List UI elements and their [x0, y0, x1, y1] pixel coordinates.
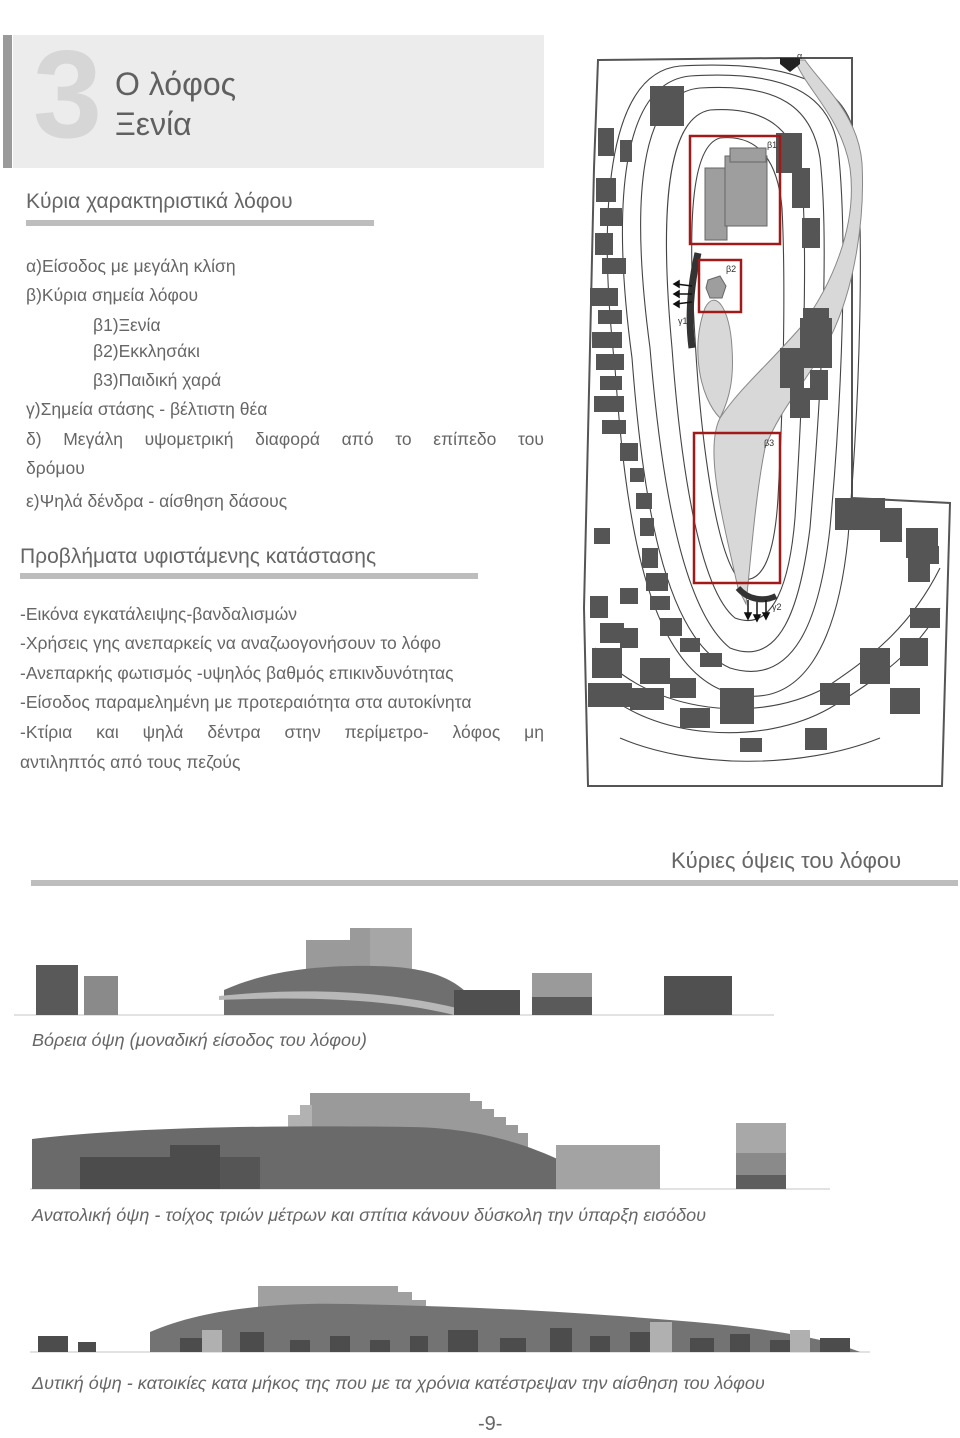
- problem-item-continued: αντιληπτός από τους πεζούς: [20, 752, 241, 772]
- site-plan-map: [580, 48, 955, 790]
- label-b2: β2: [726, 264, 737, 274]
- north-elevation-caption: Βόρεια όψη (μοναδική είσοδος του λόφου): [32, 1030, 367, 1050]
- problem-item: -Εικόνα εγκατάλειψης-βανδαλισμών: [20, 604, 298, 624]
- problem-item: -Είσοδος παραμελημένη με προτεραιότητα στα αυτοκίνητα: [20, 692, 472, 712]
- views-heading-underline: [31, 880, 958, 886]
- page-number: -9-: [478, 1413, 503, 1435]
- feature-item: β)Κύρια σημεία λόφου: [26, 285, 199, 305]
- chapter-title: [115, 64, 236, 144]
- feature-item: α)Είσοδος με μεγάλη κλίση: [26, 256, 236, 276]
- problems-heading-underline: [20, 573, 478, 579]
- problem-item: -Ανεπαρκής φωτισμός -υψηλός βαθμός επικινδυνότητας: [20, 663, 454, 683]
- east-elevation: [30, 1085, 830, 1195]
- label-g1: γ1: [678, 316, 688, 326]
- west-elevation: [30, 1280, 870, 1360]
- north-elevation: [14, 920, 774, 1020]
- feature-item: γ)Σημεία στάσης - βέλτιστη θέα: [26, 399, 268, 419]
- feature-item-continued: δρόμου: [26, 458, 85, 478]
- label-g2: γ2: [772, 602, 782, 612]
- feature-subitem: β1)Ξενία: [93, 315, 161, 335]
- label-b1: β1: [767, 140, 778, 150]
- label-b3: β3: [764, 438, 775, 448]
- feature-subitem: β2)Εκκλησάκι: [93, 341, 200, 361]
- title-line-1: Ο λόφος: [115, 66, 237, 102]
- title-line-2: Ξενία: [115, 106, 192, 142]
- problem-item: -Κτίρια και ψηλά δέντρα στην περίμετρο- λόφος μη: [20, 722, 544, 742]
- problem-item: -Χρήσεις γης ανεπαρκείς να αναζωογονήσουν το λόφο: [20, 633, 441, 653]
- features-heading: Κύρια χαρακτηριστικά λόφου: [26, 190, 293, 213]
- feature-subitem: β3)Παιδική χαρά: [93, 370, 222, 390]
- feature-item: δ) Μεγάλη υψομετρική διαφορά από το επίπεδο του: [26, 429, 544, 449]
- views-heading: Κύριες όψεις του λόφου: [671, 848, 902, 873]
- features-heading-underline: [26, 220, 374, 226]
- header-accent-bar: [3, 35, 12, 168]
- problems-heading: Προβλήματα υφιστάμενης κατάστασης: [20, 545, 377, 568]
- viewpoint-arrows-g2: [745, 600, 769, 621]
- east-elevation-caption: Ανατολική όψη - τοίχος τριών μέτρων και σπίτια κάνουν δύσκολη την ύπαρξη εισόδου: [32, 1205, 707, 1225]
- label-a: α: [797, 51, 803, 61]
- feature-item: ε)Ψηλά δένδρα - αίσθηση δάσους: [26, 491, 288, 511]
- chapter-number: 3: [33, 26, 102, 164]
- west-elevation-caption: Δυτική όψη - κατοικίες κατα μήκος της που με τα χρόνια κατέστρεψαν την αίσθηση του λόφου: [32, 1373, 765, 1393]
